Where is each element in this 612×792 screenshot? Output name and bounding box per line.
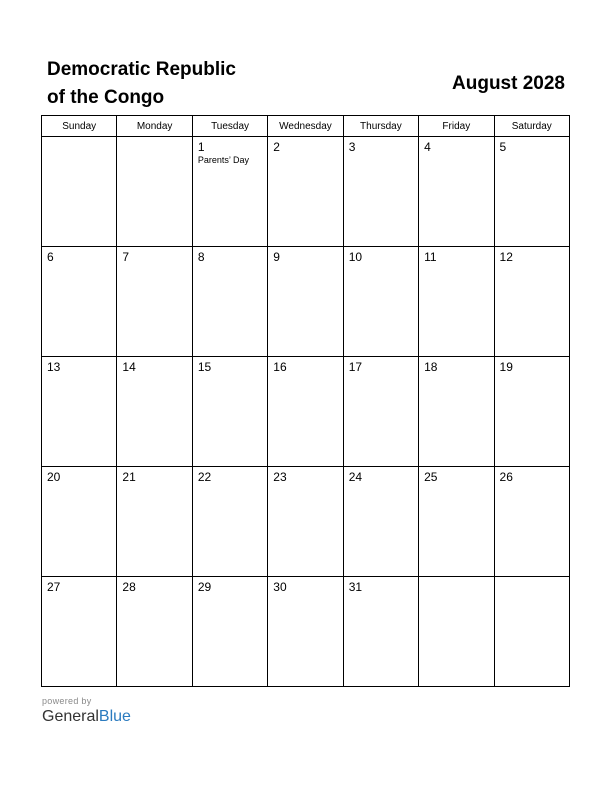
day-cell <box>192 247 267 357</box>
day-number: 27 <box>47 580 61 594</box>
day-event <box>42 374 116 375</box>
weekday-header-row <box>42 116 570 137</box>
day-cell <box>494 467 569 577</box>
day-event <box>495 484 569 485</box>
day-number: 28 <box>122 580 136 594</box>
day-cell <box>494 577 569 687</box>
day-event <box>344 594 418 595</box>
weekday-header: Sunday <box>42 116 117 137</box>
day-number: 25 <box>424 470 438 484</box>
generalblue-logo[interactable] <box>42 707 131 727</box>
day-event <box>193 484 267 485</box>
day-cell <box>192 357 267 467</box>
day-event <box>495 154 569 155</box>
day-event <box>419 264 493 265</box>
day-number: 16 <box>273 360 287 374</box>
day-event <box>344 264 418 265</box>
day-cell <box>117 357 192 467</box>
day-number: 24 <box>348 470 363 484</box>
week-row <box>42 577 570 687</box>
weekday-header: Thursday <box>343 116 418 137</box>
day-event <box>193 264 267 265</box>
day-number: 26 <box>499 470 513 484</box>
day-event <box>117 264 191 265</box>
day-cell <box>494 357 569 467</box>
country-title <box>47 56 347 112</box>
weekday-header: Saturday <box>494 116 569 137</box>
day-number: 8 <box>197 250 205 264</box>
brand-blue-text: Blue <box>98 708 131 725</box>
day-cell <box>268 357 343 467</box>
day-cell <box>494 137 569 247</box>
day-number: 5 <box>499 140 507 154</box>
brand-general-text: General <box>42 708 99 725</box>
day-event <box>419 154 493 155</box>
day-number: 30 <box>273 580 287 594</box>
day-number: 12 <box>499 250 513 264</box>
day-cell <box>419 137 494 247</box>
day-cell <box>343 577 418 687</box>
day-event <box>193 374 267 375</box>
day-cell <box>419 357 494 467</box>
day-event <box>419 484 493 485</box>
day-cell <box>117 577 192 687</box>
day-number: 13 <box>47 360 61 374</box>
powered-by-text: powered by <box>42 696 92 706</box>
day-number: 9 <box>273 250 280 264</box>
day-cell <box>268 577 343 687</box>
day-event <box>495 374 569 375</box>
day-cell <box>343 247 418 357</box>
day-event <box>117 594 191 595</box>
day-event <box>495 580 569 581</box>
day-cell <box>42 467 117 577</box>
day-cell <box>419 247 494 357</box>
holiday-label: Parents’ Day <box>197 155 250 165</box>
day-cell <box>343 137 418 247</box>
day-number: 2 <box>273 140 280 154</box>
day-cell <box>192 467 267 577</box>
day-number: 15 <box>197 360 212 374</box>
day-number: 4 <box>424 140 431 154</box>
day-number: 18 <box>424 360 438 374</box>
day-number: 11 <box>424 250 437 264</box>
day-event <box>495 264 569 265</box>
day-event <box>344 374 418 375</box>
day-cell <box>419 577 494 687</box>
day-number: 22 <box>197 470 212 484</box>
day-number: 21 <box>122 470 136 484</box>
day-cell <box>494 247 569 357</box>
day-cell <box>268 247 343 357</box>
day-event <box>268 154 342 155</box>
day-number: 14 <box>122 360 136 374</box>
day-number: 3 <box>348 140 356 154</box>
day-event <box>268 264 342 265</box>
day-event <box>419 374 493 375</box>
day-number: 10 <box>348 250 363 264</box>
week-row <box>42 247 570 357</box>
footer-branding <box>42 696 131 727</box>
week-row <box>42 137 570 247</box>
day-event <box>268 594 342 595</box>
day-cell <box>343 357 418 467</box>
day-event <box>42 140 116 141</box>
day-cell <box>192 577 267 687</box>
day-number: 29 <box>197 580 212 594</box>
day-number: 6 <box>47 250 54 264</box>
day-cell <box>268 467 343 577</box>
day-event <box>268 374 342 375</box>
day-number: 17 <box>348 360 363 374</box>
day-cell <box>42 357 117 467</box>
day-event <box>268 484 342 485</box>
day-event <box>117 140 191 141</box>
day-event <box>42 594 116 595</box>
day-cell <box>117 247 192 357</box>
day-event <box>42 264 116 265</box>
day-cell <box>343 467 418 577</box>
week-row <box>42 357 570 467</box>
day-number: 7 <box>122 250 130 264</box>
day-event <box>117 484 191 485</box>
country-title-line2: of the Congo <box>47 87 165 108</box>
weekday-header: Tuesday <box>192 116 267 137</box>
day-number: 23 <box>273 470 287 484</box>
weekday-header: Monday <box>117 116 192 137</box>
day-number: 31 <box>348 580 363 594</box>
day-event <box>193 594 267 595</box>
day-event <box>117 374 191 375</box>
day-cell <box>42 137 117 247</box>
day-cell <box>419 467 494 577</box>
country-title-line1: Democratic Republic <box>47 59 236 80</box>
weekday-header: Wednesday <box>268 116 343 137</box>
day-cell <box>192 137 267 247</box>
day-cell <box>42 577 117 687</box>
weekday-header: Friday <box>419 116 494 137</box>
calendar-grid <box>41 115 570 687</box>
day-number: 19 <box>499 360 513 374</box>
day-event <box>42 484 116 485</box>
day-cell <box>268 137 343 247</box>
day-cell <box>42 247 117 357</box>
day-event <box>344 154 418 155</box>
week-row <box>42 467 570 577</box>
month-year-title: August 2028 <box>452 73 565 94</box>
day-event <box>344 484 418 485</box>
day-cell <box>117 467 192 577</box>
day-cell <box>117 137 192 247</box>
day-number: 1 <box>197 140 205 154</box>
day-number: 20 <box>47 470 61 484</box>
day-event <box>419 580 493 581</box>
